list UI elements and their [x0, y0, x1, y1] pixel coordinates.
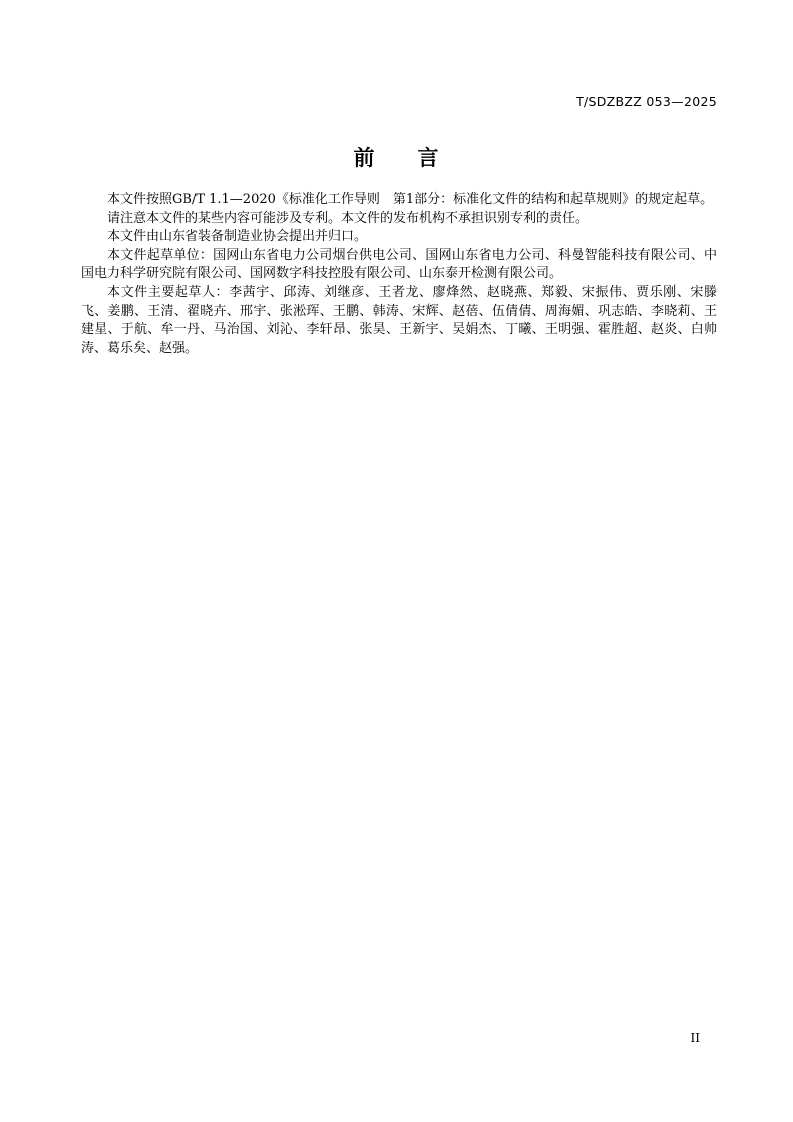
page-number: II: [690, 1031, 700, 1045]
paragraph-main-drafters: 本文件主要起草人：李茜宇、邱涛、刘继彦、王者龙、廖烽然、赵晓燕、郑毅、宋振伟、贾乐刚、宋滕飞、姜鹏、王清、翟晓卉、邢宇、张淞珲、王鹏、韩涛、宋辉、赵蓓、伍倩倩、周海媚、巩志皓、李晓莉、王建星、于航、牟一丹、马治国、刘沁、李轩昂、张昊、王新宇、吴娟杰、丁曦、王明强、霍胜超、赵炎、白帅涛、葛乐矣、赵强。: [81, 284, 717, 356]
title-part-2: 言: [417, 146, 440, 170]
standard-code: T/SDZBZZ 053—2025: [576, 94, 717, 109]
title-part-1: 前: [353, 146, 376, 170]
paragraph-drafting-units: 本文件起草单位：国网山东省电力公司烟台供电公司、国网山东省电力公司、科曼智能科技有限公司、中国电力科学研究院有限公司、国网数字科技控股有限公司、山东泰开检测有限公司。: [81, 247, 717, 282]
paragraph-drafting-rules: 本文件按照GB/T 1.1—2020《标准化工作导则 第1部分：标准化文件的结构和起草规则》的规定起草。: [107, 192, 714, 207]
paragraph-patent-notice: 请注意本文件的某些内容可能涉及专利。本文件的发布机构不承担识别专利的责任。: [107, 210, 589, 226]
paragraph-proposer: 本文件由山东省装备制造业协会提出并归口。: [107, 229, 368, 245]
page-title: [0, 142, 793, 172]
foreword-body: [81, 191, 717, 358]
